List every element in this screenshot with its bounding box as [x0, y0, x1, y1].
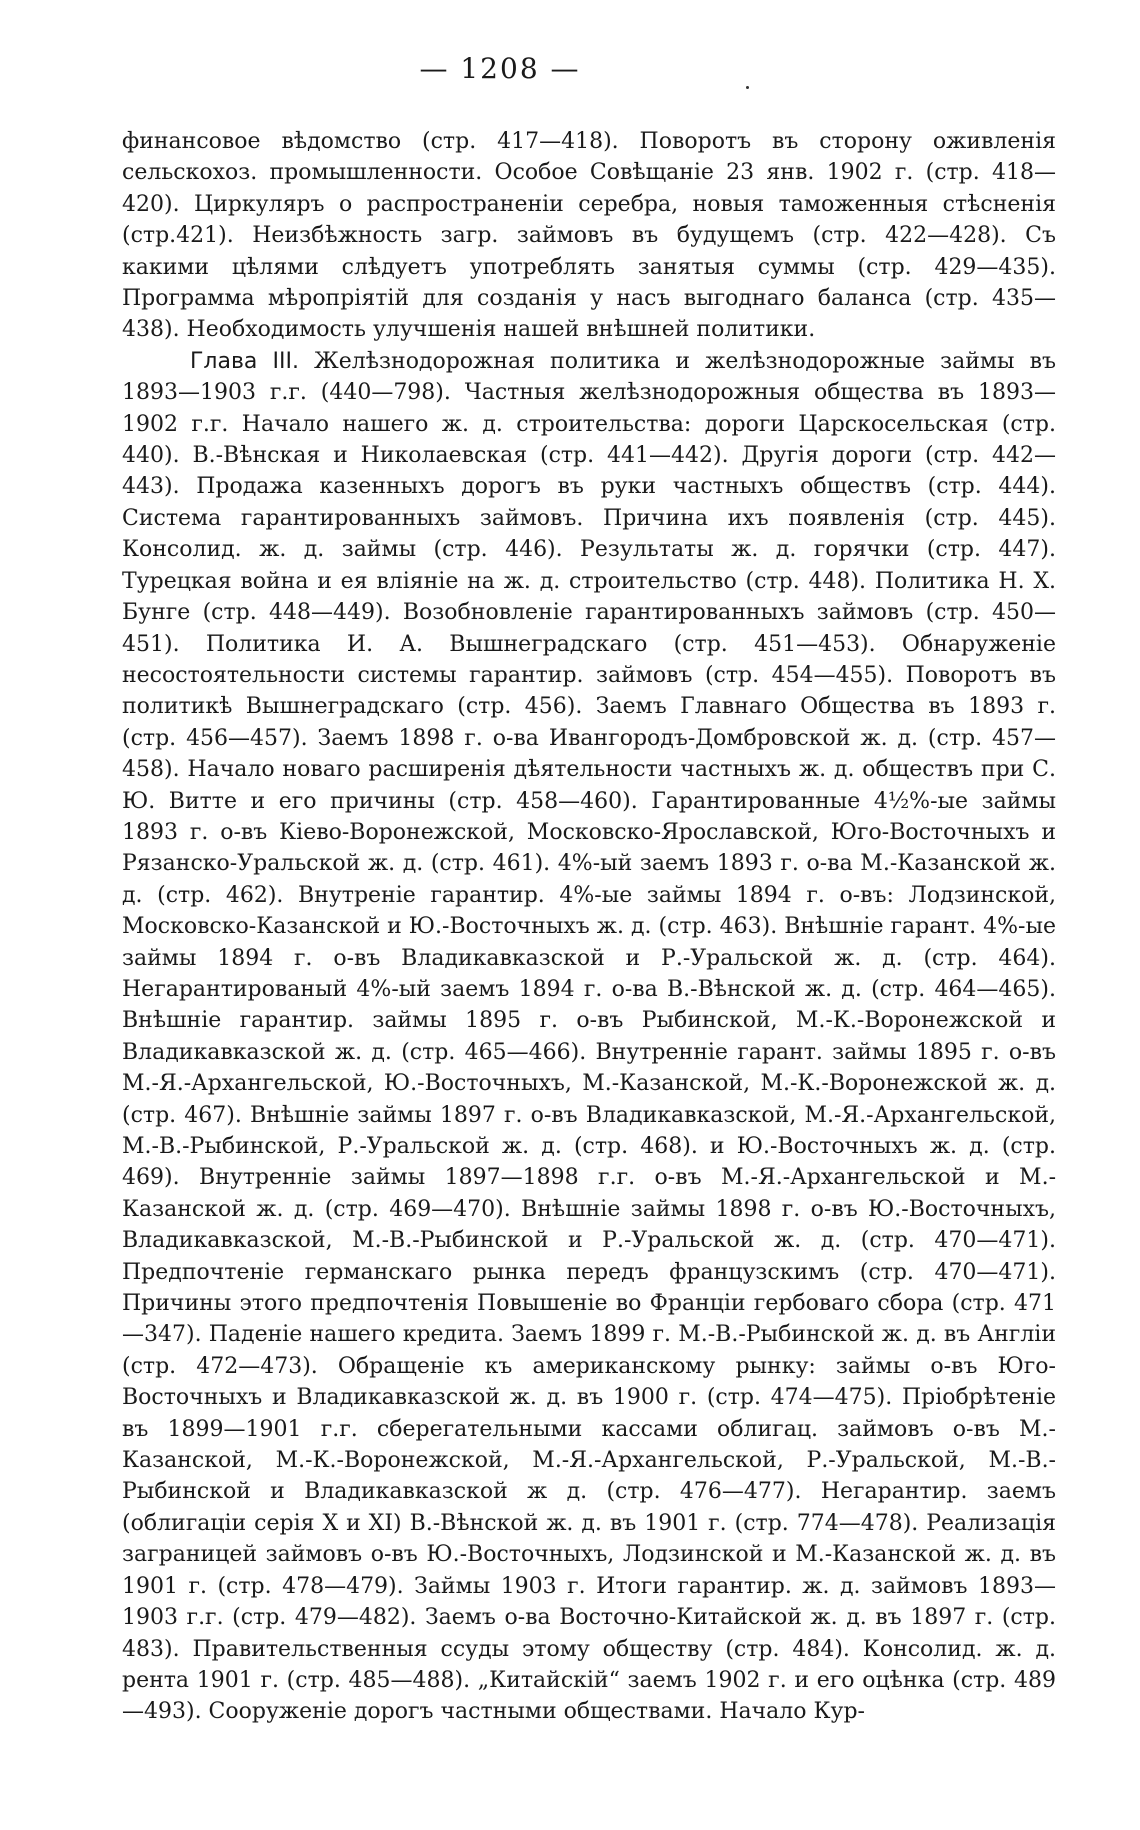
page-number: — 1208 — [419, 52, 581, 85]
chapter-paragraph [122, 346, 1056, 1728]
chapter-text: Желѣзнодорожная политика и желѣзнодорожные займы въ 1893—1903 г.г. (440—798). Частныя желѣзнодорожныя общества въ 1893—1902 г.г. Начало нашего ж. д. строительства: дороги Царскосельская (стр. 440). В.-Вѣнская и Николаевская (стр. 441—442). Другія дороги (стр. 442—443). Продажа казенныхъ дорогъ въ руки частныхъ обществъ (стр. 444). Система гарантированныхъ займовъ. Причина ихъ появленія (стр. 445). Консолид. ж. д. займы (стр. 446). Результаты ж. д. горячки (стр. 447). Турецкая война и ея вліяніе на ж. д. строительство (стр. 448). Политика Н. Х. Бунге (стр. 448—449). Возобновленіе гарантированныхъ займовъ (стр. 450—451). Политика И. А. Вышнеградскаго (стр. 451—453). Обнаруженіе несостоятельности системы гарантир. займовъ (стр. 454—455). Поворотъ въ политикѣ Вышнеградскаго (стр. 456). Заемъ Главнаго Общества въ 1893 г. (стр. 456—457). Заемъ 1898 г. о-ва Ивангородъ-Домбровской ж. д. (стр. 457—458). Начало новаго расширенія дѣятельности частныхъ ж. д. обществъ при С. Ю. Витте и его причины (стр. 458—460). Гарантированные 4½%-ые займы 1893 г. о-въ Кіево-Воронежской, Московско-Ярославской, Юго-Восточныхъ и Рязанско-Уральской ж. д. (стр. 461). 4%-ый заемъ 1893 г. о-ва М.-Казанской ж. д. (стр. 462). Внутреніе гарантир. 4%-ые займы 1894 г. о-въ: Лодзинской, Московско-Казанской и Ю.-Восточныхъ ж. д. (стр. 463). Внѣшніе гарант. 4%-ые займы 1894 г. о-въ Владикавказской и Р.-Уральской ж. д. (стр. 464). Негарантированый 4%-ый заемъ 1894 г. о-ва В.-Вѣнской ж. д. (стр. 464—465). Внѣшніе гарантир. займы 1895 г. о-въ Рыбинской, М.-К.-Воронежской и Владикавказской ж. д. (стр. 465—466). Внутренніе гарант. займы 1895 г. о-въ М.-Я.-Архангельской, Ю.-Восточныхъ, М.-Казанской, М.-К.-Воронежской ж. д. (стр. 467). Внѣшніе займы 1897 г. о-въ Владикавказской, М.-Я.-Архангельской, М.-В.-Рыбинской, Р.-Уральской ж. д. (стр. 468). и Ю.-Восточныхъ ж. д. (стр. 469). Внутренніе займы 1897—1898 г.г. о-въ М.-Я.-Архангельской и М.-Казанской ж. д. (стр. 469—470). Внѣшніе займы 1898 г. о-въ Ю.-Восточныхъ, Владикавказской, М.-В.-Рыбинской и Р.-Уральской ж. д. (стр. 470—471). Предпочтеніе германскаго рынка передъ французскимъ (стр. 470—471). Причины этого предпочтенія Повышеніе во Франціи гербоваго сбора (стр. 471—347). Паденіе нашего кредита. Заемъ 1899 г. М.-В.-Рыбинской ж. д. въ Англіи (стр. 472—473). Обращеніе къ американскому рынку: займы о-въ Юго-Восточныхъ и Владикавказской ж. д. въ 1900 г. (стр. 474—475). Пріобрѣтеніе въ 1899—1901 г.г. сберегательными кассами облигац. займовъ о-въ М.-Казанской, М.-К.-Воронежской, М.-Я.-Архангельской, Р.-Уральской, М.-В.-Рыбинской и Владикавказской ж д. (стр. 476—477). Негарантир. заемъ (облигаціи серія X и XI) В.-Вѣнской ж. д. въ 1901 г. (стр. 774—478). Реализація заграницей займовъ о-въ Ю.-Восточныхъ, Лодзинской и М.-Казанской ж. д. въ 1901 г. (стр. 478—479). Займы 1903 г. Итоги гарантир. ж. д. займовъ 1893—1903 г.г. (стр. 479—482). Заемъ о-ва Восточно-Китайской ж. д. въ 1897 г. (стр. 483). Правительственныя ссуды этому обществу (стр. 484). Консолид. ж. д. рента 1901 г. (стр. 485—488). „Китайскій“ заемъ 1902 г. и его оцѣнка (стр. 489—493). Сооруженіе дорогъ частными обществами. Начало Кур- [122, 348, 1057, 1725]
print-speck [746, 86, 749, 89]
body-text [122, 126, 1056, 1728]
chapter-label: Глава III. [190, 348, 299, 374]
intro-paragraph: финансовое вѣдомство (стр. 417—418). Поворотъ въ сторону оживленія сельскохоз. промышленности. Особое Совѣщаніе 23 янв. 1902 г. (стр. 418—420). Циркуляръ о распространеніи серебра, новыя таможенныя стѣсненія (стр.421). Неизбѣжность загр. займовъ въ будущемъ (стр. 422—428). Съ какими цѣлями слѣдуетъ употреблять занятыя суммы (стр. 429—435). Программа мѣропріятій для созданія у насъ выгоднаго баланса (стр. 435—438). Необходимость улучшенія нашей внѣшней политики. [122, 129, 1056, 343]
